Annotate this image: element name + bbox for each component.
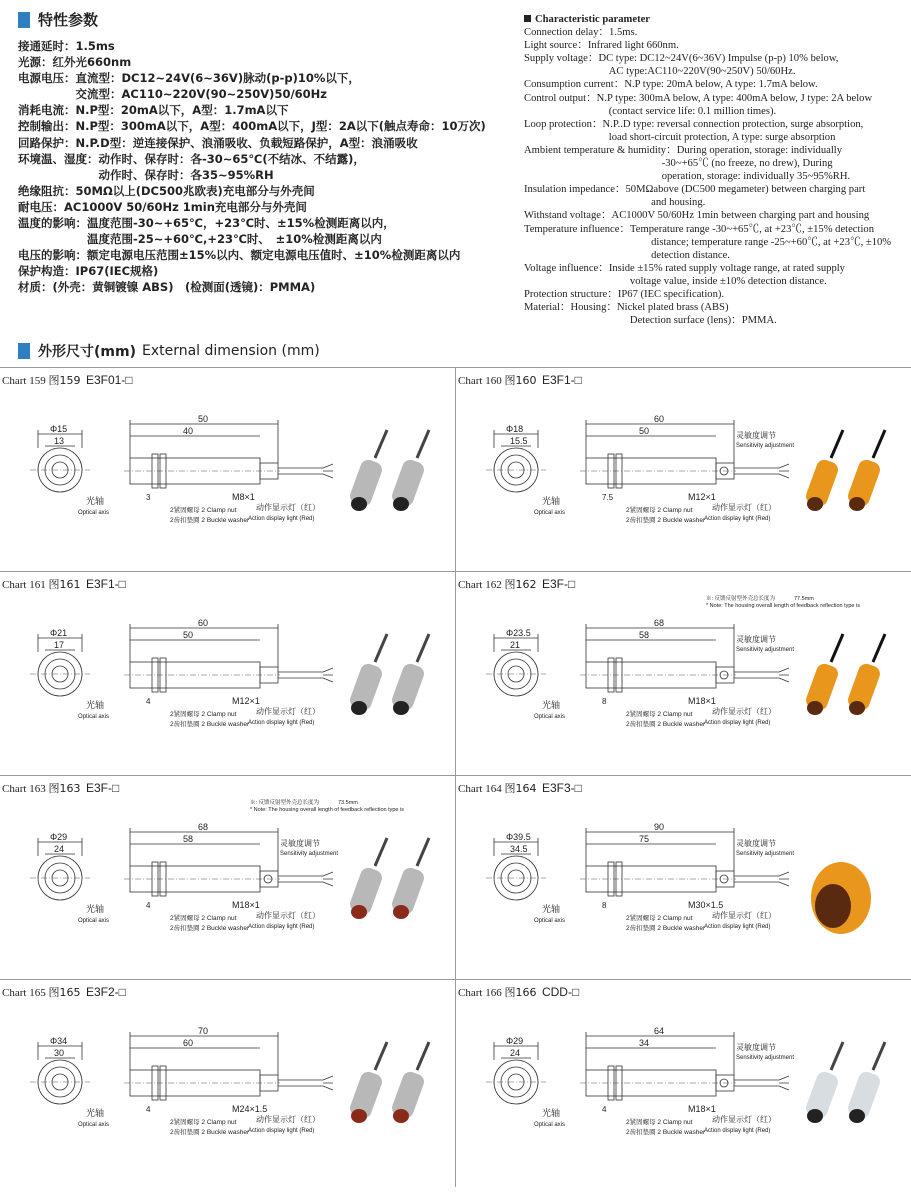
product-lens — [393, 497, 409, 511]
product-cable — [831, 1042, 843, 1070]
total-length-label: 60 — [198, 618, 209, 628]
product-cable — [417, 1042, 429, 1070]
cn-spec-line: 动作时、保存时：各35~95%RH — [18, 167, 274, 182]
product-lens — [807, 701, 823, 715]
en-spec-line: Light source：Infrared light 660nm. — [524, 40, 679, 52]
inner-diameter-label: 21 — [510, 640, 521, 650]
model-name: E3F-□ — [85, 781, 120, 795]
body-length-label: 34 — [639, 1038, 650, 1048]
product-cable — [873, 634, 885, 662]
en-spec-line: AC type:AC110~220V(90~250V) 50/60Hz. — [524, 66, 796, 78]
total-length-label: 68 — [654, 618, 665, 628]
action-light-label: 动作显示灯（红） — [712, 911, 776, 920]
figure-number: 图166 — [504, 986, 537, 999]
cn-spec-list — [18, 38, 518, 296]
panel-title — [458, 780, 582, 796]
dimension-drawing — [0, 594, 455, 779]
panel-title — [458, 984, 579, 1000]
dimension-panel — [0, 576, 455, 779]
product-lens — [351, 497, 367, 511]
optical-axis-label: 光轴 — [542, 904, 561, 914]
thread-label: M8×1 — [232, 492, 255, 502]
body-length-label: 75 — [639, 834, 650, 844]
cable — [278, 672, 323, 678]
panel-title — [2, 984, 126, 1000]
en-spec-line: Detection surface (lens)：PMMA. — [524, 315, 777, 327]
diameter-label: Φ21 — [50, 628, 68, 638]
buckle-washer-label: 2齿扣垫圈 2 Buckle washer — [170, 1129, 250, 1136]
cn-spec-line: 保护构造：IP67(IEC规格) — [18, 264, 159, 279]
clamp-nut-label: 2紧固螺母 2 Clamp nut — [170, 711, 237, 718]
cable — [734, 1080, 779, 1086]
body-length-label: 50 — [183, 630, 194, 640]
chart-number: Chart 162 — [458, 579, 502, 591]
total-length-label: 90 — [654, 822, 665, 832]
model-name: E3F1-□ — [541, 373, 582, 387]
figure-number: 图165 — [48, 986, 81, 999]
note-label-en: * Note: The housing overall length of feedback reflection type is — [706, 603, 860, 609]
product-lens — [849, 497, 865, 511]
en-spec-line: Insulation impedance：50MΩabove (DC500 megameter) between charging part — [524, 184, 866, 196]
figure-number: 图162 — [504, 578, 537, 591]
en-spec-line: voltage value, inside ±10% detection distance. — [524, 275, 827, 287]
inner-diameter-label: 13 — [54, 436, 65, 446]
cn-spec-line: 温度范围-25~+60℃,+23℃时、 ±10%检测距离以内 — [18, 232, 382, 247]
model-name: E3F2-□ — [85, 985, 126, 999]
chart-number: Chart 166 — [458, 987, 502, 999]
figure-number: 图164 — [504, 782, 537, 795]
product-lens — [815, 884, 851, 928]
model-name: E3F3-□ — [541, 781, 582, 795]
total-length-label: 68 — [198, 822, 209, 832]
cn-spec-line: 绝缘阻抗：50MΩ以上(DC500兆欧表)充电部分与外壳间 — [18, 183, 315, 198]
inner-diameter-label: 24 — [54, 844, 65, 854]
panel-title — [2, 576, 126, 592]
en-spec-line: (contact service life: 0.1 million times). — [524, 105, 777, 117]
product-lens — [393, 701, 409, 715]
product-lens — [393, 1109, 409, 1123]
product-cable — [375, 634, 387, 662]
sensitivity-label-en: Sensitivity adjustment — [736, 443, 795, 449]
sensitivity-label-en: Sensitivity adjustment — [280, 851, 339, 857]
product-cable — [417, 634, 429, 662]
optical-axis-label-en: Optical axis — [534, 510, 566, 516]
cn-spec-line: 环境温、湿度：动作时、保存时：各-30~65℃(不结冰、不结露)， — [18, 151, 365, 166]
action-light-label: 动作显示灯（红） — [712, 707, 776, 716]
inner-diameter-label: 17 — [54, 640, 65, 650]
cable — [278, 1080, 323, 1086]
figure-number: 图163 — [48, 782, 81, 795]
cn-spec-line: 接通延时：1.5ms — [18, 39, 115, 53]
sensitivity-label-en: Sensitivity adjustment — [736, 851, 795, 857]
thread-label: M12×1 — [688, 492, 716, 502]
dimension-drawing — [456, 594, 911, 779]
product-cable — [375, 1042, 387, 1070]
en-spec-lines — [524, 26, 909, 327]
en-spec-line: Loop protection：N.P..D type: reversal connection protection, surge absorption, — [524, 118, 864, 130]
body-length-label: 58 — [183, 834, 194, 844]
en-spec-title-row — [524, 13, 909, 26]
dimension-panel — [0, 984, 455, 1187]
action-light-label: 动作显示灯（红） — [256, 1115, 320, 1124]
cn-spec-line: 温度的影响：温度范围-30~+65℃，+23℃时、±15%检测距离以内， — [18, 216, 395, 231]
en-spec-line: Voltage influence：Inside ±15% rated supply voltage range, at rated supply — [524, 262, 845, 274]
sensitivity-label: 灵敏度调节 — [736, 1043, 776, 1052]
en-spec-line: Protection structure：IP67 (IEC specification). — [524, 288, 725, 300]
diameter-label: Φ39.5 — [506, 832, 531, 842]
body-length-label: 40 — [183, 426, 194, 436]
product-lens — [849, 1109, 865, 1123]
en-spec-line: Withstand voltage：AC1000V 50/60Hz 1min between charging part and housing — [524, 210, 870, 222]
optical-axis-label: 光轴 — [542, 1108, 561, 1118]
product-cable — [375, 430, 387, 458]
section-marker-icon — [18, 12, 30, 28]
inner-diameter-label: 30 — [54, 1048, 65, 1058]
thread-label: M18×1 — [688, 1104, 716, 1114]
product-lens — [351, 701, 367, 715]
en-spec-line: Temperature influence：Temperature range -30~+65℃, at +23℃, ±15% detection — [524, 223, 874, 235]
buckle-washer-label: 2齿扣垫圈 2 Buckle washer — [626, 517, 706, 524]
cn-spec-line: 光源：红外光660nm — [18, 55, 132, 70]
cn-spec-line: 耐电压：AC1000V 50/60Hz 1min充电部分与外壳间 — [18, 199, 307, 214]
thread-label: M18×1 — [688, 696, 716, 706]
action-light-label: 动作显示灯（红） — [256, 707, 320, 716]
cable-wires — [779, 872, 789, 886]
optical-axis-label: 光轴 — [542, 496, 561, 506]
action-light-label-en: Action display light (Red) — [248, 516, 315, 522]
clamp-nut-label: 2紧固螺母 2 Clamp nut — [626, 1119, 693, 1126]
en-spec-line: Material：Housing：Nickel plated brass (ABS) — [524, 302, 729, 314]
action-light-label-en: Action display light (Red) — [248, 924, 315, 930]
cable-wires — [779, 1076, 789, 1090]
sensitivity-label-en: Sensitivity adjustment — [736, 1055, 795, 1061]
note-length: 77.5mm — [794, 596, 814, 602]
thread-label: M24×1.5 — [232, 1104, 268, 1114]
clamp-nut-label: 2紧固螺母 2 Clamp nut — [170, 915, 237, 922]
optical-axis-label: 光轴 — [86, 904, 105, 914]
nut-width-label: 8 — [602, 697, 607, 706]
optical-axis-label-en: Optical axis — [534, 918, 566, 924]
en-spec-line: load short-circuit protection, A type: surge absorption — [524, 131, 836, 143]
buckle-washer-label: 2齿扣垫圈 2 Buckle washer — [626, 721, 706, 728]
clamp-nut-label: 2紧固螺母 2 Clamp nut — [626, 915, 693, 922]
product-lens — [807, 497, 823, 511]
sensitivity-label: 灵敏度调节 — [280, 839, 320, 848]
note-length: 73.5mm — [338, 800, 358, 806]
action-light-label: 动作显示灯（红） — [712, 1115, 776, 1124]
product-photo — [348, 430, 429, 511]
panel-title — [2, 372, 133, 388]
action-light-label-en: Action display light (Red) — [704, 1128, 771, 1134]
optical-axis-label-en: Optical axis — [78, 714, 110, 720]
cn-spec-line: 回路保护：N.P.D型：逆连接保护、浪涌吸收、负载短路保护，A型：浪涌吸收 — [18, 135, 418, 150]
sensitivity-label: 灵敏度调节 — [736, 635, 776, 644]
product-photo — [804, 634, 885, 715]
product-lens — [849, 701, 865, 715]
cable-wires — [323, 668, 333, 682]
dimension-drawing — [456, 390, 911, 575]
en-spec-line: operation, storage: individually 35~95%RH. — [524, 171, 851, 183]
nut-width-label: 7.5 — [602, 493, 614, 502]
buckle-washer-label: 2齿扣垫圈 2 Buckle washer — [170, 925, 250, 932]
chart-number: Chart 159 — [2, 375, 46, 387]
diameter-label: Φ34 — [50, 1036, 68, 1046]
dimension-drawing — [0, 390, 455, 575]
figure-number: 图159 — [48, 374, 81, 387]
nut-width-label: 4 — [146, 901, 151, 910]
dimension-drawing — [0, 1002, 455, 1187]
model-name: E3F-□ — [541, 577, 576, 591]
panel-title — [2, 780, 119, 796]
cable — [278, 468, 323, 474]
inner-diameter-label: 15.5 — [510, 436, 528, 446]
product-cable — [873, 1042, 885, 1070]
product-lens — [393, 905, 409, 919]
sensitivity-label: 灵敏度调节 — [736, 839, 776, 848]
cable-wires — [323, 464, 333, 478]
figure-number: 图161 — [48, 578, 81, 591]
dimension-panel — [456, 780, 911, 983]
product-lens — [807, 1109, 823, 1123]
cable — [734, 468, 779, 474]
cn-spec-line: 材质：(外壳：黄铜镀镍 ABS) (检测面(透镜)：PMMA) — [18, 280, 316, 295]
cable — [734, 876, 779, 882]
product-cable — [831, 634, 843, 662]
en-spec-list — [524, 13, 909, 327]
dimension-drawing — [0, 798, 455, 983]
product-photo — [348, 1042, 429, 1123]
clamp-nut-label: 2紧固螺母 2 Clamp nut — [626, 711, 693, 718]
sensitivity-label-en: Sensitivity adjustment — [736, 647, 795, 653]
cable-wires — [779, 464, 789, 478]
en-spec-line: -30~+65℃ (no freeze, no drew), During — [524, 158, 833, 170]
dimension-panel — [456, 372, 911, 575]
dimension-drawing — [456, 1002, 911, 1187]
optical-axis-label: 光轴 — [86, 1108, 105, 1118]
buckle-washer-label: 2齿扣垫圈 2 Buckle washer — [170, 721, 250, 728]
dimension-panel — [456, 984, 911, 1187]
product-lens — [351, 905, 367, 919]
optical-axis-label-en: Optical axis — [78, 1122, 110, 1128]
product-cable — [831, 430, 843, 458]
note-label-cn: ※: 反馈反射型外壳总长度为 — [706, 596, 776, 602]
nut-width-label: 4 — [146, 697, 151, 706]
nut-width-label: 4 — [602, 1105, 607, 1114]
total-length-label: 50 — [198, 414, 209, 424]
note-label-en: * Note: The housing overall length of feedback reflection type is — [250, 807, 404, 813]
cn-spec-line: 电源电压：直流型：DC12~24V(6~36V)脉动(p-p)10%以下， — [18, 71, 360, 86]
total-length-label: 60 — [654, 414, 665, 424]
dimension-panel — [0, 372, 455, 575]
diameter-label: Φ18 — [506, 424, 524, 434]
clamp-nut-label: 2紧固螺母 2 Clamp nut — [170, 507, 237, 514]
product-lens — [351, 1109, 367, 1123]
action-light-label-en: Action display light (Red) — [704, 720, 771, 726]
product-photo — [348, 634, 429, 715]
chart-number: Chart 160 — [458, 375, 502, 387]
clamp-nut-label: 2紧固螺母 2 Clamp nut — [170, 1119, 237, 1126]
cn-spec-line: 消耗电流：N.P型：20mA以下，A型：1.7mA以下 — [18, 103, 289, 118]
figure-number: 图160 — [504, 374, 537, 387]
en-spec-line: detection distance. — [524, 249, 730, 261]
chart-number: Chart 165 — [2, 987, 46, 999]
section-marker-icon — [18, 343, 30, 359]
sensitivity-label: 灵敏度调节 — [736, 431, 776, 440]
en-spec-title: Characteristic parameter — [535, 14, 651, 25]
en-spec-line: Connection delay：1.5ms. — [524, 27, 638, 39]
inner-diameter-label: 24 — [510, 1048, 521, 1058]
optical-axis-label-en: Optical axis — [534, 1122, 566, 1128]
thread-label: M18×1 — [232, 900, 260, 910]
cn-spec-title: 特性参数 — [38, 11, 99, 29]
optical-axis-label-en: Optical axis — [78, 918, 110, 924]
note-label-cn: ※: 反馈反射型外壳总长度为 — [250, 800, 320, 806]
model-name: E3F01-□ — [85, 373, 133, 387]
chart-number: Chart 164 — [458, 783, 502, 795]
cable — [278, 876, 323, 882]
action-light-label: 动作显示灯（红） — [256, 911, 320, 920]
product-cable — [873, 430, 885, 458]
diameter-label: Φ15 — [50, 424, 68, 434]
nut-width-label: 3 — [146, 493, 151, 502]
cable-wires — [323, 872, 333, 886]
cable — [734, 672, 779, 678]
cn-spec-line: 电压的影响：额定电源电压范围±15%以内、额定电源电压值时、±10%检测距离以内 — [18, 248, 461, 263]
cable-wires — [779, 668, 789, 682]
nut-width-label: 8 — [602, 901, 607, 910]
model-name: E3F1-□ — [85, 577, 126, 591]
body-length-label: 60 — [183, 1038, 194, 1048]
optical-axis-label: 光轴 — [542, 700, 561, 710]
product-cable — [375, 838, 387, 866]
clamp-nut-label: 2紧固螺母 2 Clamp nut — [626, 507, 693, 514]
dimension-heading — [18, 341, 320, 361]
product-cable — [417, 838, 429, 866]
cn-spec-line: 控制输出：N.P型：300mA以下，A型：400mA以下，J型：2A以下(触点寿命：10万次) — [18, 119, 486, 134]
product-photo — [804, 430, 885, 511]
cn-spec-heading — [18, 9, 98, 30]
en-spec-line: Supply voltage：DC type: DC12~24V(6~36V) Impulse (p-p) 10% below, — [524, 53, 839, 65]
action-light-label: 动作显示灯（红） — [712, 503, 776, 512]
action-light-label-en: Action display light (Red) — [704, 924, 771, 930]
cn-spec-line: 交流型：AC110~220V(90~250V)50/60Hz — [18, 87, 327, 102]
en-spec-line: Consumption current：N.P type: 20mA below, A type: 1.7mA below. — [524, 79, 818, 91]
panel-title — [458, 372, 582, 388]
buckle-washer-label: 2齿扣垫圈 2 Buckle washer — [170, 517, 250, 524]
optical-axis-label: 光轴 — [86, 496, 105, 506]
en-spec-line: distance; temperature range -25~+60℃, at +23℃, ±10% — [524, 236, 892, 248]
product-photo — [811, 862, 871, 934]
total-length-label: 64 — [654, 1026, 665, 1036]
cable-wires — [323, 1076, 333, 1090]
body-length-label: 58 — [639, 630, 650, 640]
square-bullet-icon — [524, 15, 531, 22]
total-length-label: 70 — [198, 1026, 209, 1036]
action-light-label-en: Action display light (Red) — [704, 516, 771, 522]
en-spec-line: and housing. — [524, 197, 706, 209]
product-cable — [417, 430, 429, 458]
diameter-label: Φ29 — [50, 832, 68, 842]
dimension-panel — [0, 780, 455, 983]
chart-number: Chart 163 — [2, 783, 46, 795]
product-photo — [348, 838, 429, 919]
product-photo — [804, 1042, 885, 1123]
action-light-label-en: Action display light (Red) — [248, 720, 315, 726]
dimension-drawing — [456, 798, 911, 983]
en-spec-line: Ambient temperature & humidity：During operation, storage: individually — [524, 144, 843, 156]
optical-axis-label-en: Optical axis — [78, 510, 110, 516]
buckle-washer-label: 2齿扣垫圈 2 Buckle washer — [626, 1129, 706, 1136]
optical-axis-label-en: Optical axis — [534, 714, 566, 720]
inner-diameter-label: 34.5 — [510, 844, 528, 854]
thread-label: M12×1 — [232, 696, 260, 706]
en-spec-line: Control output：N.P type: 300mA below, A type: 400mA below, J type: 2A below — [524, 92, 873, 104]
nut-width-label: 4 — [146, 1105, 151, 1114]
action-light-label: 动作显示灯（红） — [256, 503, 320, 512]
body-length-label: 50 — [639, 426, 650, 436]
diameter-label: Φ23.5 — [506, 628, 531, 638]
buckle-washer-label: 2齿扣垫圈 2 Buckle washer — [626, 925, 706, 932]
dimension-title-en: External dimension (mm) — [141, 343, 320, 359]
dimension-panel — [456, 576, 911, 779]
thread-label: M30×1.5 — [688, 900, 724, 910]
action-light-label-en: Action display light (Red) — [248, 1128, 315, 1134]
diameter-label: Φ29 — [506, 1036, 524, 1046]
model-name: CDD-□ — [541, 985, 580, 999]
panel-title — [458, 576, 575, 592]
chart-number: Chart 161 — [2, 579, 46, 591]
dimension-title-cn: 外形尺寸(mm) — [38, 344, 136, 360]
optical-axis-label: 光轴 — [86, 700, 105, 710]
